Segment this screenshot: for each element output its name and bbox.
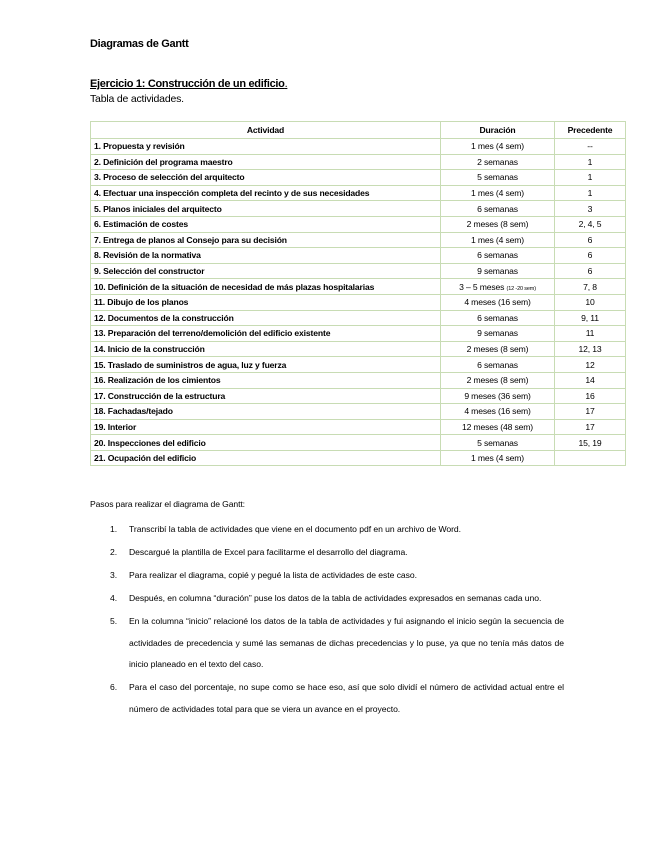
table-row bbox=[91, 185, 626, 201]
exercise-title-text: Ejercicio 1: Construcción de un edificio bbox=[90, 78, 285, 90]
duracion-note: (12 -20 sem) bbox=[506, 285, 536, 292]
duracion-value: 2 meses (8 sem) bbox=[466, 375, 529, 386]
table-row bbox=[91, 294, 626, 310]
duracion-value: 2 meses (8 sem) bbox=[466, 219, 529, 230]
duracion-value: 6 semanas bbox=[477, 250, 518, 261]
list-item bbox=[90, 611, 564, 676]
steps-list bbox=[90, 519, 564, 722]
table-row bbox=[91, 326, 626, 342]
duracion-value: 6 semanas bbox=[477, 359, 518, 370]
cell-actividad: 10. Definición de la situación de necesidad de más plazas hospitalarias bbox=[91, 279, 441, 295]
cell-precedente: 12 bbox=[555, 357, 626, 373]
table-row bbox=[91, 341, 626, 357]
cell-precedente: 17 bbox=[555, 419, 626, 435]
duracion-value: 1 mes (4 sem) bbox=[471, 453, 524, 464]
cell-precedente: 11 bbox=[555, 326, 626, 342]
cell-duracion bbox=[441, 232, 555, 248]
cell-actividad: 21. Ocupación del edificio bbox=[91, 450, 441, 466]
duracion-value: 1 mes (4 sem) bbox=[471, 188, 524, 199]
cell-actividad: 12. Documentos de la construcción bbox=[91, 310, 441, 326]
cell-duracion bbox=[441, 388, 555, 404]
step-number: 2. bbox=[110, 547, 118, 557]
step-text: En la columna “inicio” relacioné los datos de la tabla de actividades y fui asignando el inicio según la secuencia de actividades de precedencia y sumé las semanas de dichas precedencias y lo puse, ya que no tenía más datos de inicio planeado en el texto del caso. bbox=[129, 616, 564, 669]
list-item bbox=[90, 677, 564, 720]
duracion-value: 2 meses (8 sem) bbox=[466, 344, 529, 355]
cell-actividad: 14. Inicio de la construcción bbox=[91, 341, 441, 357]
cell-duracion bbox=[441, 404, 555, 420]
cell-precedente: 6 bbox=[555, 232, 626, 248]
table-row bbox=[91, 201, 626, 217]
exercise-title bbox=[90, 78, 287, 90]
list-item bbox=[90, 565, 564, 587]
cell-actividad: 4. Efectuar una inspección completa del recinto y de sus necesidades bbox=[91, 185, 441, 201]
step-text: Descargué la plantilla de Excel para facilitarme el desarrollo del diagrama. bbox=[129, 547, 408, 557]
duracion-value: 1 mes (4 sem) bbox=[471, 141, 524, 152]
table-row bbox=[91, 170, 626, 186]
cell-duracion bbox=[441, 326, 555, 342]
table-row bbox=[91, 216, 626, 232]
cell-duracion bbox=[441, 170, 555, 186]
cell-duracion bbox=[441, 372, 555, 388]
table-caption: Tabla de actividades. bbox=[90, 93, 184, 105]
cell-precedente: 15, 19 bbox=[555, 435, 626, 451]
table-row bbox=[91, 139, 626, 155]
table-row bbox=[91, 310, 626, 326]
duracion-value: 4 meses (16 sem) bbox=[464, 406, 531, 417]
header-precedente: Precedente bbox=[555, 122, 626, 139]
cell-duracion bbox=[441, 248, 555, 264]
exercise-title-punct: . bbox=[284, 78, 288, 90]
cell-actividad: 16. Realización de los cimientos bbox=[91, 372, 441, 388]
cell-precedente bbox=[555, 450, 626, 466]
duracion-value: 1 mes (4 sem) bbox=[471, 234, 524, 245]
step-text: Después, en columna “duración” puse los datos de la tabla de actividades expresados en semanas cada uno. bbox=[129, 593, 542, 603]
cell-precedente: 9, 11 bbox=[555, 310, 626, 326]
cell-precedente: 6 bbox=[555, 263, 626, 279]
duracion-value: 9 meses (36 sem) bbox=[464, 390, 531, 401]
cell-actividad: 15. Traslado de suministros de agua, luz y fuerza bbox=[91, 357, 441, 373]
step-number: 4. bbox=[110, 593, 118, 603]
step-text: Transcribí la tabla de actividades que viene en el documento pdf en un archivo de Word. bbox=[129, 524, 461, 534]
table-row bbox=[91, 357, 626, 373]
list-item bbox=[90, 519, 564, 541]
table-header-row bbox=[91, 122, 626, 139]
cell-duracion bbox=[441, 216, 555, 232]
cell-precedente: -- bbox=[555, 139, 626, 155]
duracion-value: 12 meses (48 sem) bbox=[461, 421, 533, 432]
cell-actividad: 9. Selección del constructor bbox=[91, 263, 441, 279]
table-row bbox=[91, 435, 626, 451]
cell-precedente: 7, 8 bbox=[555, 279, 626, 295]
table-row bbox=[91, 248, 626, 264]
header-duracion: Duración bbox=[441, 122, 555, 139]
step-text: Para el caso del porcentaje, no supe como se hace eso, así que solo dividí el número de actividad actual entre el número de actividades total para que se viera un avance en el proyecto. bbox=[129, 682, 564, 714]
table-row bbox=[91, 372, 626, 388]
step-number: 1. bbox=[110, 524, 118, 534]
cell-duracion bbox=[441, 450, 555, 466]
cell-actividad: 5. Planos iniciales del arquitecto bbox=[91, 201, 441, 217]
cell-precedente: 1 bbox=[555, 170, 626, 186]
table-row bbox=[91, 450, 626, 466]
duracion-value: 5 semanas bbox=[477, 437, 518, 448]
cell-precedente: 1 bbox=[555, 185, 626, 201]
cell-actividad: 17. Construcción de la estructura bbox=[91, 388, 441, 404]
cell-duracion bbox=[441, 294, 555, 310]
table-row bbox=[91, 279, 626, 295]
table-row bbox=[91, 154, 626, 170]
cell-actividad: 20. Inspecciones del edificio bbox=[91, 435, 441, 451]
duracion-value: 9 semanas bbox=[477, 328, 518, 339]
cell-actividad: 1. Propuesta y revisión bbox=[91, 139, 441, 155]
list-item bbox=[90, 542, 564, 564]
cell-precedente: 2, 4, 5 bbox=[555, 216, 626, 232]
cell-precedente: 16 bbox=[555, 388, 626, 404]
cell-duracion bbox=[441, 185, 555, 201]
cell-precedente: 6 bbox=[555, 248, 626, 264]
cell-duracion bbox=[441, 419, 555, 435]
cell-actividad: 8. Revisión de la normativa bbox=[91, 248, 441, 264]
duracion-value: 6 semanas bbox=[477, 203, 518, 214]
cell-duracion bbox=[441, 310, 555, 326]
steps-intro: Pasos para realizar el diagrama de Gantt: bbox=[90, 499, 245, 509]
cell-actividad: 7. Entrega de planos al Consejo para su decisión bbox=[91, 232, 441, 248]
duracion-value: 2 semanas bbox=[477, 156, 518, 167]
cell-actividad: 3. Proceso de selección del arquitecto bbox=[91, 170, 441, 186]
step-number: 3. bbox=[110, 570, 118, 580]
step-number: 5. bbox=[110, 616, 118, 626]
cell-duracion bbox=[441, 341, 555, 357]
cell-precedente: 1 bbox=[555, 154, 626, 170]
cell-duracion bbox=[441, 279, 555, 295]
cell-actividad: 6. Estimación de costes bbox=[91, 216, 441, 232]
table-row bbox=[91, 263, 626, 279]
header-actividad: Actividad bbox=[91, 122, 441, 139]
cell-duracion bbox=[441, 201, 555, 217]
cell-precedente: 14 bbox=[555, 372, 626, 388]
cell-duracion bbox=[441, 357, 555, 373]
table-row bbox=[91, 388, 626, 404]
duracion-value: 6 semanas bbox=[477, 312, 518, 323]
cell-precedente: 12, 13 bbox=[555, 341, 626, 357]
cell-actividad: 11. Dibujo de los planos bbox=[91, 294, 441, 310]
cell-actividad: 19. Interior bbox=[91, 419, 441, 435]
duracion-value: 3 – 5 meses bbox=[459, 281, 505, 292]
table-row bbox=[91, 419, 626, 435]
cell-precedente: 10 bbox=[555, 294, 626, 310]
list-item bbox=[90, 588, 564, 610]
cell-actividad: 2. Definición del programa maestro bbox=[91, 154, 441, 170]
cell-precedente: 3 bbox=[555, 201, 626, 217]
cell-duracion bbox=[441, 263, 555, 279]
doc-title: Diagramas de Gantt bbox=[90, 38, 189, 50]
cell-precedente: 17 bbox=[555, 404, 626, 420]
cell-duracion bbox=[441, 435, 555, 451]
activities-table bbox=[90, 121, 626, 466]
table-row bbox=[91, 232, 626, 248]
cell-actividad: 13. Preparación del terreno/demolición del edificio existente bbox=[91, 326, 441, 342]
step-text: Para realizar el diagrama, copié y pegué la lista de actividades de este caso. bbox=[129, 570, 417, 580]
cell-duracion bbox=[441, 154, 555, 170]
duracion-value: 4 meses (16 sem) bbox=[464, 297, 531, 308]
table-row bbox=[91, 404, 626, 420]
cell-actividad: 18. Fachadas/tejado bbox=[91, 404, 441, 420]
step-number: 6. bbox=[110, 682, 118, 692]
cell-duracion bbox=[441, 139, 555, 155]
duracion-value: 5 semanas bbox=[477, 172, 518, 183]
duracion-value: 9 semanas bbox=[477, 266, 518, 277]
